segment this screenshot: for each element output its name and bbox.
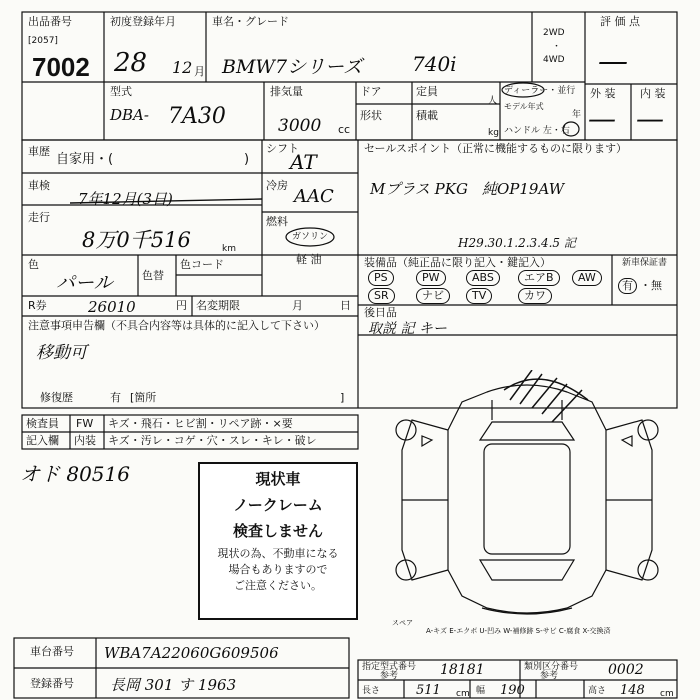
fw-label: FW <box>76 417 94 430</box>
height-label: 高さ <box>588 686 607 696</box>
load-label: 積載 <box>416 109 438 122</box>
score-value: — <box>598 44 628 79</box>
model-prefix: DBA- <box>110 106 149 124</box>
notice-line-3: 検査しません <box>232 522 323 540</box>
interior-check-label: 内装 <box>74 434 96 447</box>
shift-value: AT <box>290 150 317 174</box>
chassis-label: 車台番号 <box>30 645 74 658</box>
shift-label: シフト <box>266 142 299 155</box>
chassis-value: WBA7A22060G609506 <box>104 644 279 662</box>
month-unit: 月 <box>194 65 205 78</box>
new-car-warranty-label: 新車保証書 <box>622 258 668 268</box>
notice-line-1: 現状車 <box>255 470 301 488</box>
doors-label: ドア <box>360 85 382 98</box>
notice-line-5: 場合もありますので <box>228 563 328 576</box>
fw-items: キズ・飛石・ヒビ割・リペア跡・×要 <box>108 417 293 430</box>
repair-has: 有 <box>110 391 121 404</box>
first-registration-month: 12 <box>172 58 193 77</box>
car-grade: 740i <box>412 52 457 76</box>
first-registration-year: 28 <box>114 48 148 78</box>
fuel-label: 燃料 <box>266 215 288 228</box>
mileage-label: 走行 <box>28 211 50 224</box>
warranty-none: ・無 <box>640 279 662 292</box>
equipment-item-row2-1: ナビ <box>416 288 450 304</box>
interior-value: — <box>636 102 664 135</box>
notes-label: 注意事項申告欄（不具合内容等は具体的に記入して下さい） <box>28 319 325 332</box>
length-label: 長さ <box>362 686 381 696</box>
cc-unit: cc <box>338 123 351 136</box>
year-unit: 年 <box>572 110 582 120</box>
color-change-label: 色替 <box>142 269 164 282</box>
equipment-item-row2-0: SR <box>368 288 395 304</box>
fuel-gasoline: ガソリン <box>292 232 329 242</box>
yen-unit: 円 <box>176 299 187 312</box>
color-code-label: 色コード <box>180 258 224 271</box>
recycle-value: 26010 <box>88 298 136 316</box>
usage-label: 車歴 <box>28 145 50 158</box>
entry-label: 記入欄 <box>26 434 59 447</box>
width-value: 190 <box>500 683 525 698</box>
equipment-item-4: AW <box>572 270 602 286</box>
exterior-label: 外 装 <box>590 87 616 100</box>
class-number-value: 0002 <box>608 662 644 678</box>
displacement-value: 3000 <box>278 116 322 136</box>
length-unit: cm <box>456 689 470 699</box>
warranty-has: 有 <box>618 278 637 294</box>
back-items-label: 後日品 <box>364 306 397 319</box>
km-unit: km <box>222 244 236 254</box>
notice-line-6: ご注意ください。 <box>234 579 322 592</box>
equipment-item-2: ABS <box>466 270 500 286</box>
usage-close: ) <box>244 152 250 167</box>
repair-close: ] <box>340 391 345 404</box>
equipment-label: 装備品（純正品に限り記入・鍵記入） <box>364 256 551 269</box>
dealer-circle-mark <box>500 82 546 98</box>
model-year-label: モデル年式 <box>504 102 544 111</box>
note-value: 移動可 <box>36 343 87 363</box>
equipment-item-1: PW <box>416 270 446 286</box>
name-change-label: 名変期限 <box>196 299 240 312</box>
dealer-label: ディーラー・並行 <box>504 86 576 96</box>
shape-label: 形状 <box>360 109 382 122</box>
spec-number-label: 指定型式番号 <box>362 662 417 672</box>
equipment-item-0: PS <box>368 270 394 286</box>
width-label: 幅 <box>476 686 486 696</box>
spec-number-value: 18181 <box>440 662 485 678</box>
length-value: 511 <box>416 683 441 698</box>
usage-value: 自家用・( <box>56 152 114 167</box>
height-value: 148 <box>620 683 645 698</box>
drive-2wd: 2WD <box>543 28 565 38</box>
sales-point-wheels: 純OP19AW <box>482 180 565 198</box>
model-label: 型式 <box>110 85 132 98</box>
fuel-gasoline-circle-mark <box>284 226 336 248</box>
displacement-label: 排気量 <box>270 85 303 98</box>
equipment-item-row2-3: カワ <box>518 288 552 304</box>
damage-legend: A-キズ E-エクボ U-凹み W-補修跡 S-サビ C-腐食 X-交換済 <box>426 627 611 635</box>
inspection-label: 車検 <box>28 179 50 192</box>
color-value: パール <box>56 272 113 294</box>
exterior-value: — <box>588 102 616 135</box>
model-code: 7A30 <box>168 104 226 129</box>
interior-check-items: キズ・汚レ・コゲ・穴・スレ・キレ・破レ <box>108 434 317 447</box>
notice-line-4: 現状の為、不動車になる <box>217 547 339 560</box>
repair-history-label: 修復歴 <box>40 391 73 404</box>
inspector-label: 検査員 <box>26 417 59 430</box>
equipment-item-3: エアB <box>518 270 560 286</box>
spare-label: スペア <box>392 619 413 627</box>
person-unit: 人 <box>488 96 498 106</box>
capacity-label: 定員 <box>416 85 438 98</box>
interior-label: 内 装 <box>640 87 666 100</box>
spec-ref-label: 参考 <box>380 671 399 681</box>
kg-unit: kg <box>488 128 499 138</box>
drive-4wd: 4WD <box>543 55 565 65</box>
odometer-note: オド 80516 <box>20 462 130 486</box>
as-is-notice-stamp <box>198 462 358 620</box>
score-label: 評 価 点 <box>600 15 640 28</box>
car-name: BMW7シリーズ <box>222 56 363 78</box>
ac-value: AAC <box>294 186 334 207</box>
handle-label: ハンドル 左・右 <box>504 126 570 136</box>
drive-separator: ・ <box>552 42 562 52</box>
ac-label: 冷房 <box>266 179 288 192</box>
repair-place: [箇所 <box>130 391 157 404</box>
handle-right-circle-mark <box>562 121 580 137</box>
sales-point-package: Mプラス PKG <box>370 180 468 198</box>
back-items-value: 取説 記 キー <box>368 321 447 337</box>
car-body-diagram <box>392 370 662 620</box>
color-label: 色 <box>28 258 39 271</box>
first-registration-label: 初度登録年月 <box>110 15 176 28</box>
lot-number: 7002 <box>32 52 90 82</box>
class-ref-label: 参考 <box>540 671 559 681</box>
registration-value: 長岡 301 す 1963 <box>110 676 237 694</box>
inspection-value: 7年12月(3日) <box>78 190 173 208</box>
lot-sub-number: [2057] <box>28 36 58 46</box>
notice-line-2: ノークレーム <box>233 496 323 514</box>
recycle-label: R券 <box>28 299 47 312</box>
class-number-label: 類別区分番号 <box>524 662 579 672</box>
maintenance-records: H29.30.1.2.3.4.5 記 <box>458 236 576 250</box>
equipment-item-row2-2: TV <box>466 288 492 304</box>
sales-points-label: セールスポイント（正常に機能するものに限ります） <box>364 142 628 155</box>
name-grade-label: 車名・グレード <box>212 15 289 28</box>
height-unit: cm <box>660 689 674 699</box>
name-change-month: 月 <box>292 299 303 312</box>
mileage-value: 8万0千516 <box>82 228 191 252</box>
lot-number-label: 出品番号 <box>28 15 72 28</box>
registration-label: 登録番号 <box>30 677 74 690</box>
fuel-light-oil: 軽 油 <box>296 253 322 266</box>
name-change-day: 日 <box>340 299 351 312</box>
